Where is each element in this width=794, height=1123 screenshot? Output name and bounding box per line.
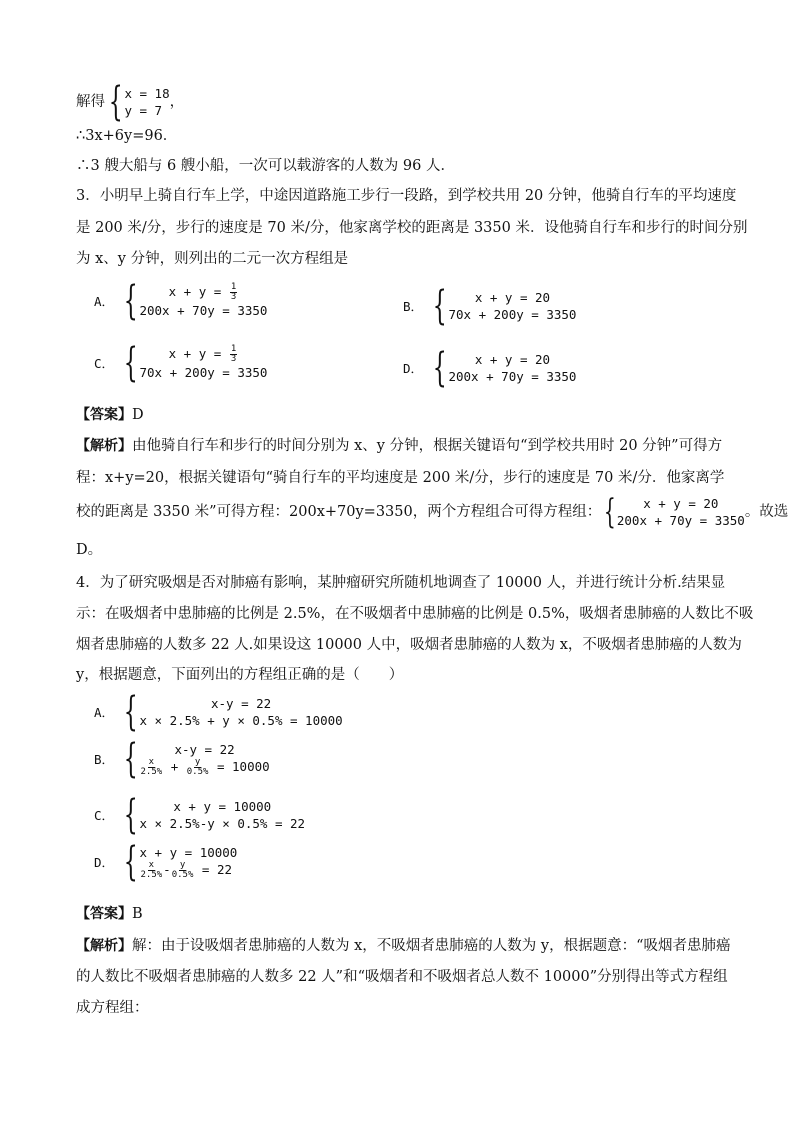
q4-text-1: 4．为了研究吸烟是否对肺癌有影响，某肿瘤研究所随机地调查了 10000 人，并进行统计分析.结果显 — [76, 575, 726, 591]
q3-text-1: 3．小明早上骑自行车上学，中途因道路施工步行一段路，到学校共用 20 分钟，他骑自行车的平均速度 — [76, 188, 737, 204]
q3-analysis-3: 校的距离是 3350 米”可得方程：200x+70y=3350，两个方程组合可得方程组： { x + y = 20 200x + 70y = 3350 。故选 — [76, 492, 789, 532]
q3-option-d[interactable]: D． { x + y = 20 200x + 70y = 3350 — [403, 345, 577, 391]
q4-text-4: y，根据题意，下面列出的方程组正确的是（ ） — [76, 667, 404, 683]
solved-label: 解得 — [76, 94, 105, 110]
q4-analysis-2: 的人数比不吸烟者患肺癌的人数多 22 人”和“吸烟者和不吸烟者总人数不 10000”分别得出等式方程组 — [76, 969, 728, 985]
result-line: ∴3x+6y=96． — [76, 128, 178, 144]
q4-analysis-3: 成方程组： — [76, 1000, 149, 1016]
q4-option-c[interactable]: C． { x + y = 10000 x × 2.5%-y × 0.5% = 22 — [94, 792, 306, 838]
q3-option-c[interactable]: C． { x + y = $\frac{1}{3}$ 70x + 200y = 3350 — [94, 340, 268, 386]
q4-analysis-1: 【解析】解：由于设吸烟者患肺癌的人数为 x，不吸烟者患肺癌的人数为 y，根据题意：“吸烟者患肺癌 — [76, 938, 731, 954]
q4-answer: 【答案】B — [76, 906, 143, 922]
conclusion-line: ∴3 艘大船与 6 艘小船，一次可以载游客的人数为 96 人． — [76, 158, 455, 174]
solved-system: { x = 18 y = 7 — [108, 79, 170, 125]
q4-option-b[interactable]: B． { x-y = 22 $\frac{x}{2.5\%}$ + $\frac{y}{0.5\%}$ = 10000 — [94, 736, 270, 782]
q4-option-a[interactable]: A． { x-y = 22 x × 2.5% + y × 0.5% = 10000 — [94, 689, 343, 735]
q3-text-3: 为 x、y 分钟，则列出的二元一次方程组是 — [76, 251, 349, 267]
q3-analysis-2: 程：x+y=20，根据关键语句“骑自行车的平均速度是 200 米/分，步行的速度是 70 米/分．他家离学 — [76, 470, 725, 486]
q3-option-a[interactable]: A． { x + y = $\frac{1}{3}$ 200x + 70y = 3350 — [94, 278, 268, 324]
solved-line: 解得 { x = 18 y = 7 ， — [76, 79, 185, 125]
q3-option-b[interactable]: B． { x + y = 20 70x + 200y = 3350 — [403, 283, 577, 329]
q3-analysis-4: D。 — [76, 542, 103, 558]
q4-text-2: 示：在吸烟者中患肺癌的比例是 2.5%，在不吸烟者中患肺癌的比例是 0.5%，吸烟者患肺癌的人数比不吸 — [76, 606, 754, 622]
q4-text-3: 烟者患肺癌的人数多 22 人.如果设这 10000 人中，吸烟者患肺癌的人数为 x，不吸烟者患肺癌的人数为 — [76, 637, 742, 653]
q3-answer: 【答案】D — [76, 407, 144, 423]
q3-analysis-1: 【解析】由他骑自行车和步行的时间分别为 x、y 分钟，根据关键语句“到学校共用时 20 分钟”可得方 — [76, 438, 723, 454]
q3-text-2: 是 200 米/分，步行的速度是 70 米/分，他家离学校的距离是 3350 米．设他骑自行车和步行的时间分别 — [76, 220, 748, 236]
q4-option-d[interactable]: D． { x + y = 10000 $\frac{x}{2.5\%}$ - $\frac{y}{0.5\%}$ = 22 — [94, 839, 238, 885]
